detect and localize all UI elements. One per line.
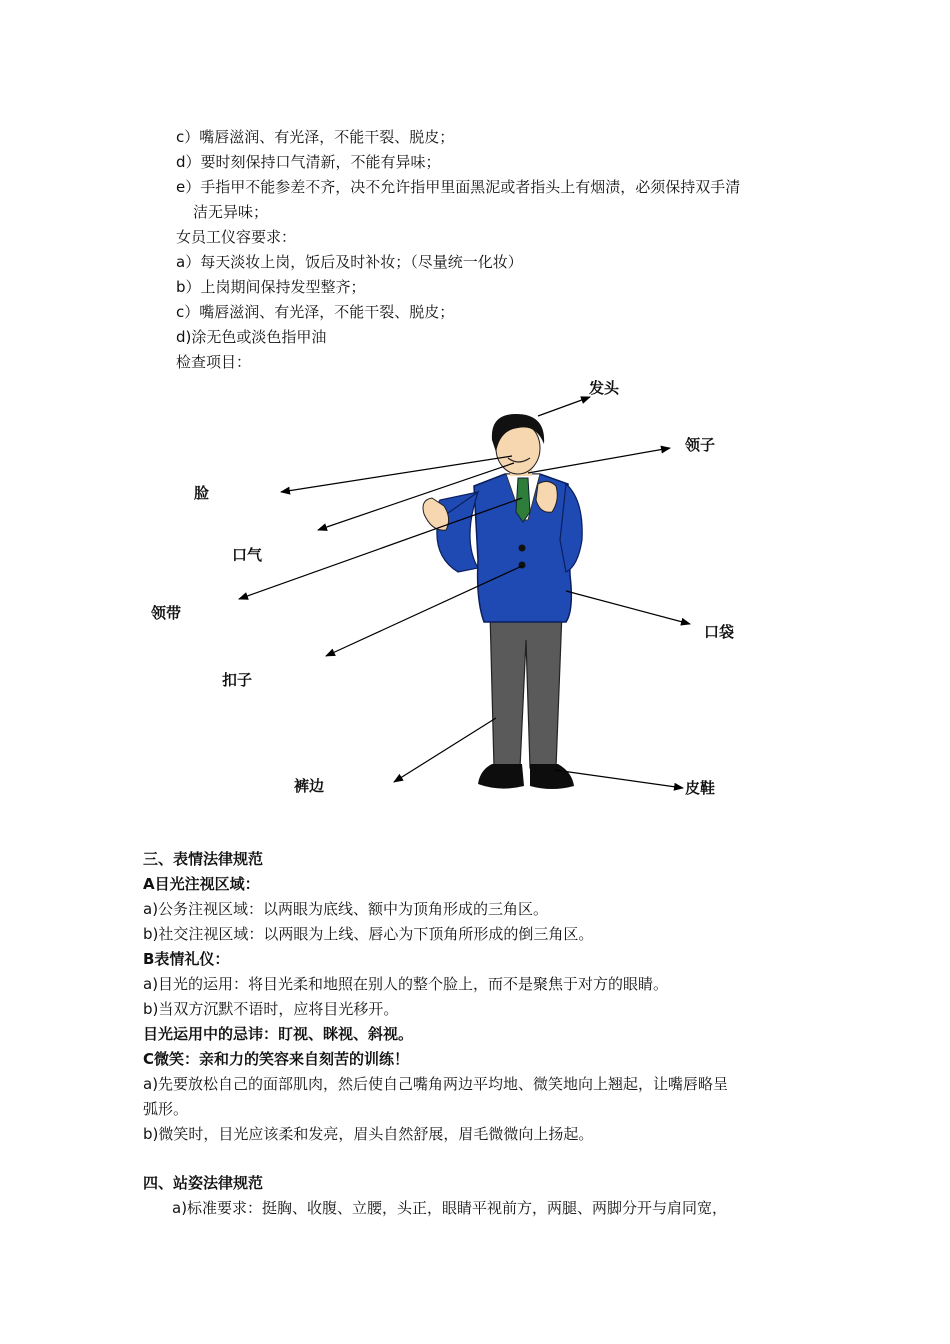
label-breath: 口气 <box>232 546 263 564</box>
label-face: 脸 <box>194 484 210 502</box>
text-line: b)社交注视区域：以两眼为上线、唇心为下顶角所形成的倒三角区。 <box>143 925 594 943</box>
taboo-line: 目光运用中的忌讳：盯视、眯视、斜视。 <box>143 1025 414 1043</box>
inspection-figure <box>0 360 950 820</box>
text-line: a)标准要求：挺胸、收腹、立腰，头正，眼睛平视前方，两腿、两脚分开与肩同宽， <box>172 1199 728 1217</box>
arrow-collar <box>528 448 670 473</box>
left-shoe <box>478 764 524 789</box>
right-hand <box>536 481 557 512</box>
text-line: a)先要放松自己的面部肌肉，然后使自己嘴角两边平均地、微笑地向上翘起，让嘴唇略呈 <box>143 1075 729 1093</box>
label-trouser-hem: 裤边 <box>294 777 325 795</box>
pointer-arrows <box>239 397 690 788</box>
text-line: c）嘴唇滋润、有光泽，不能干裂、脱皮； <box>176 303 455 321</box>
section-title: 三、表情法律规范 <box>143 850 264 868</box>
arrow-pocket <box>566 591 690 624</box>
label-pocket: 口袋 <box>704 623 735 641</box>
right-shoe <box>530 764 574 789</box>
label-collar: 领子 <box>685 436 716 454</box>
text-line: b)微笑时，目光应该柔和发亮，眉头自然舒展，眉毛微微向上扬起。 <box>143 1125 594 1143</box>
arrow-shoes <box>555 770 683 788</box>
text-line: 女员工仪容要求： <box>176 228 297 246</box>
text-line: c）嘴唇滋润、有光泽，不能干裂、脱皮； <box>176 128 455 146</box>
text-line: a)公务注视区域：以两眼为底线、额中为顶角形成的三角区。 <box>143 900 549 918</box>
figure-illustration <box>0 360 950 820</box>
trousers <box>490 612 562 768</box>
label-shoes: 皮鞋 <box>685 779 716 797</box>
text-line: a）每天淡妆上岗，饭后及时补妆；（尽量统一化妆） <box>176 253 523 271</box>
label-tie: 领带 <box>151 604 182 622</box>
text-line: a)目光的运用：将目光柔和地照在别人的整个脸上，而不是聚焦于对方的眼睛。 <box>143 975 669 993</box>
section-title: 四、站姿法律规范 <box>143 1174 264 1192</box>
text-line: d）要时刻保持口气清新，不能有异味； <box>176 153 441 171</box>
text-line: e）手指甲不能参差不齐，决不允许指甲里面黑泥或者指头上有烟渍，必须保持双手清 <box>176 178 741 196</box>
text-line: b）上岗期间保持发型整齐； <box>176 278 366 296</box>
text-line: b)当双方沉默不语时，应将目光移开。 <box>143 1000 399 1018</box>
text-line: 检查项目： <box>176 353 252 371</box>
businessman-illustration <box>423 414 582 789</box>
subsection-heading: A目光注视区域： <box>143 875 260 893</box>
subsection-heading: B表情礼仪： <box>143 950 230 968</box>
jacket-button <box>519 545 526 552</box>
arrow-hair <box>538 397 590 416</box>
arrow-trouser-hem <box>394 718 496 782</box>
text-line: 弧形。 <box>143 1100 189 1118</box>
subsection-heading: C微笑：亲和力的笑容来自刻苦的训练！ <box>143 1050 410 1068</box>
text-line: 洁无异味； <box>193 203 269 221</box>
text-line: d)涂无色或淡色指甲油 <box>176 328 327 346</box>
label-hair: 发头 <box>589 379 620 397</box>
label-button: 扣子 <box>222 671 253 689</box>
